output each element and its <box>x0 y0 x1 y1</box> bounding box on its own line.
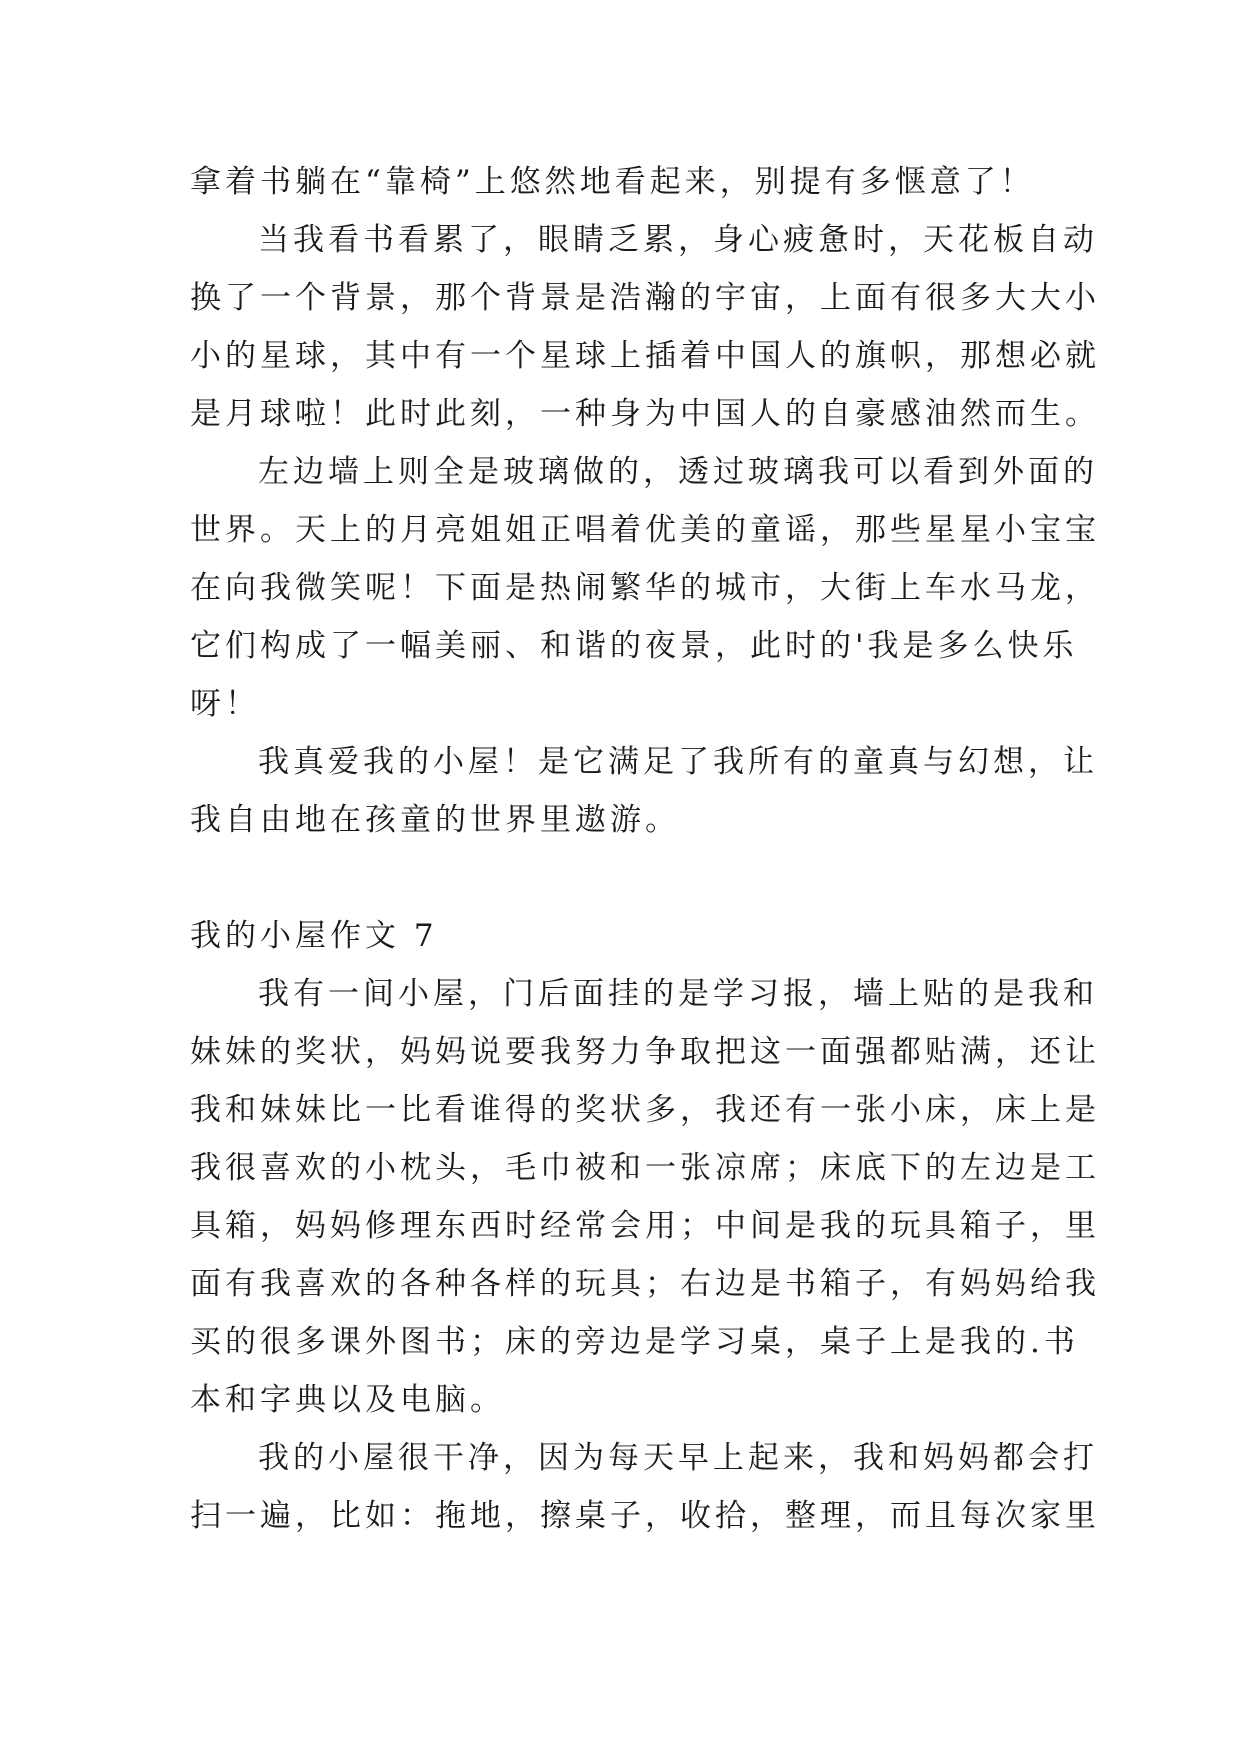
text-line: 是月球啦！此时此刻，一种身为中国人的自豪感油然而生。 <box>190 396 1100 432</box>
text-line: 本和字典以及电脑。 <box>190 1382 505 1418</box>
text-line: 买的很多课外图书；床的旁边是学习桌，桌子上是我的.书 <box>190 1324 1079 1360</box>
paragraph-first-line: 我真爱我的小屋！是它满足了我所有的童真与幻想，让 <box>258 744 1098 780</box>
text-line: 面有我喜欢的各种各样的玩具；右边是书箱子，有妈妈给我 <box>190 1266 1100 1302</box>
text-line: 扫一遍，比如：拖地，擦桌子，收拾，整理，而且每次家里 <box>190 1498 1100 1534</box>
paragraph-first-line: 当我看书看累了，眼睛乏累，身心疲惫时，天花板自动 <box>258 222 1098 258</box>
paragraph-first-line: 我有一间小屋，门后面挂的是学习报，墙上贴的是我和 <box>258 976 1098 1012</box>
paragraph-first-line: 我的小屋很干净，因为每天早上起来，我和妈妈都会打 <box>258 1440 1098 1476</box>
text-line: 换了一个背景，那个背景是浩瀚的宇宙，上面有很多大大小 <box>190 280 1100 316</box>
text-line: 具箱，妈妈修理东西时经常会用；中间是我的玩具箱子，里 <box>190 1208 1100 1244</box>
text-line: 呀！ <box>190 686 260 722</box>
text-line: 我很喜欢的小枕头，毛巾被和一张凉席；床底下的左边是工 <box>190 1150 1100 1186</box>
text-line: 我自由地在孩童的世界里遨游。 <box>190 802 680 838</box>
text-line: 在向我微笑呢！下面是热闹繁华的城市，大街上车水马龙， <box>190 570 1100 606</box>
paragraph-first-line: 左边墙上则全是玻璃做的，透过玻璃我可以看到外面的 <box>258 454 1098 490</box>
text-line: 我和妹妹比一比看谁得的奖状多，我还有一张小床，床上是 <box>190 1092 1100 1128</box>
text-line: 拿着书躺在“靠椅”上悠然地看起来，别提有多惬意了！ <box>190 164 1035 200</box>
section-heading: 我的小屋作文 7 <box>190 918 438 954</box>
text-line: 妹妹的奖状，妈妈说要我努力争取把这一面强都贴满，还让 <box>190 1034 1100 1070</box>
text-line: 世界。天上的月亮姐姐正唱着优美的童谣，那些星星小宝宝 <box>190 512 1100 548</box>
text-line: 它们构成了一幅美丽、和谐的夜景，此时的'我是多么快乐 <box>190 628 1078 664</box>
text-line: 小的星球，其中有一个星球上插着中国人的旗帜，那想必就 <box>190 338 1100 374</box>
